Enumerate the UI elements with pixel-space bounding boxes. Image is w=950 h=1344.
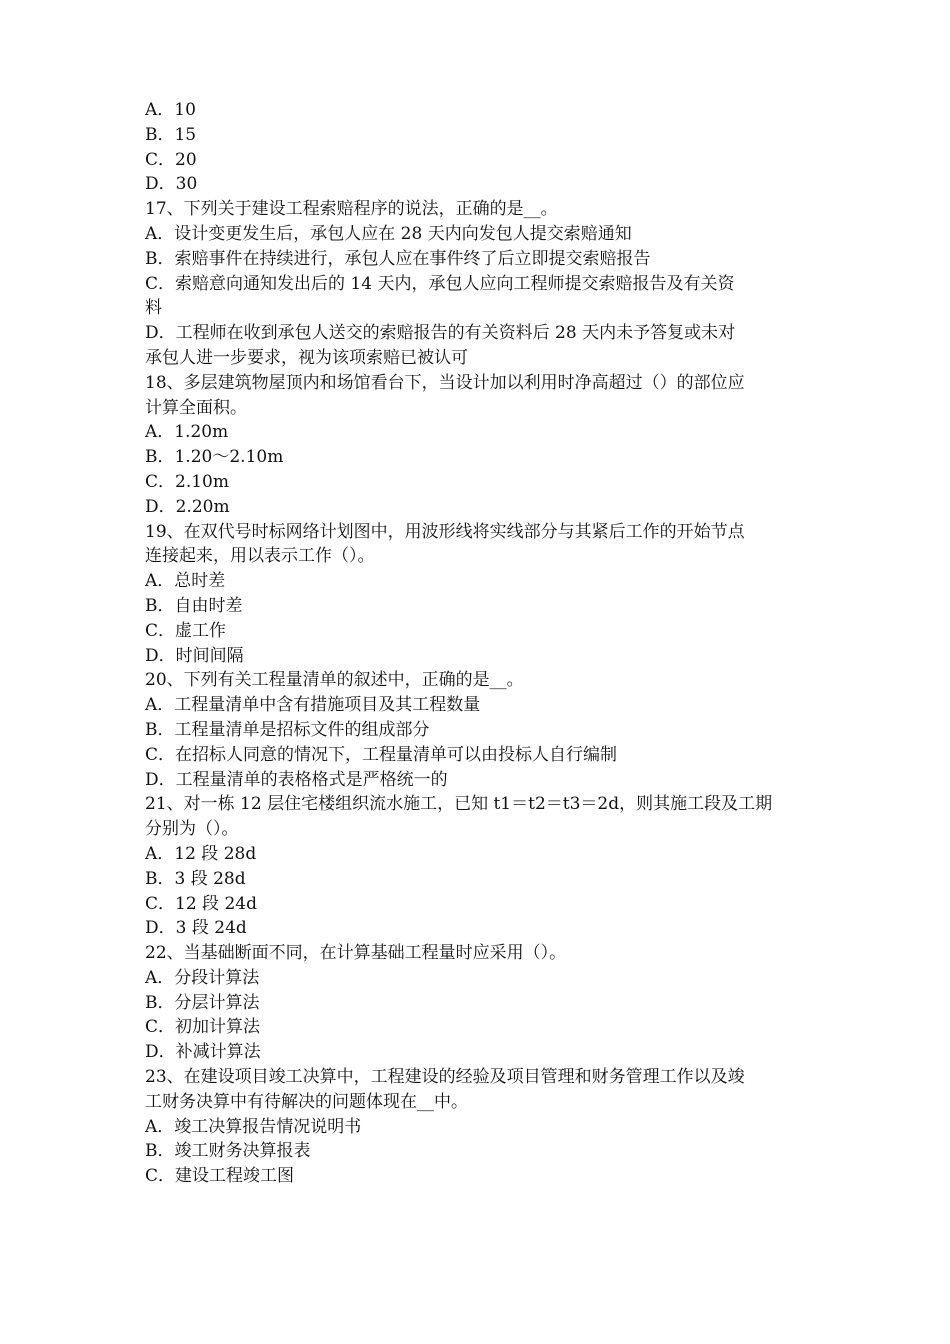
option-b: B．竣工财务决算报表 (145, 1141, 311, 1162)
question-23 (145, 1065, 820, 1189)
question-text-continued: 分别为（）。 (145, 819, 239, 840)
question-text: 17、下列关于建设工程索赔程序的说法，正确的是__。 (145, 199, 558, 220)
document-page (145, 98, 820, 1189)
option-c: C．虚工作 (145, 620, 227, 641)
option-block-16 (145, 98, 820, 197)
question-20 (145, 668, 820, 792)
option-a: A．工程量清单中含有措施项目及其工程数量 (145, 695, 481, 716)
option-d: D．补减计算法 (145, 1042, 261, 1063)
option-a: A．设计变更发生后，承包人应在 28 天内向发包人提交索赔通知 (145, 223, 632, 244)
option-c-continued: 料 (145, 298, 162, 319)
option-d: D．3 段 24d (145, 918, 247, 939)
option-c: C．索赔意向通知发出后的 14 天内，承包人应向工程师提交索赔报告及有关资 (145, 273, 735, 294)
option-c: C．2.10m (145, 471, 229, 492)
question-text-continued: 计算全面积。 (145, 397, 247, 418)
option-d: D．2.20m (145, 496, 230, 517)
question-text-continued: 连接起来，用以表示工作（）。 (145, 546, 375, 567)
option-b: B．索赔事件在持续进行，承包人应在事件终了后立即提交索赔报告 (145, 248, 651, 269)
option-a: A．12 段 28d (145, 843, 257, 864)
option-a: A．1.20m (145, 422, 229, 443)
option-b: B．1.20～2.10m (145, 447, 284, 468)
option-b: B．工程量清单是招标文件的组成部分 (145, 719, 430, 740)
question-text: 20、下列有关工程量清单的叙述中，正确的是__。 (145, 670, 524, 691)
option-a: A．10 (145, 100, 196, 120)
question-17 (145, 197, 820, 371)
option-c: C．建设工程竣工图 (145, 1166, 295, 1187)
question-text: 22、当基础断面不同，在计算基础工程量时应采用（）。 (145, 943, 567, 964)
option-c: C．在招标人同意的情况下，工程量清单可以由投标人自行编制 (145, 744, 618, 765)
question-22 (145, 941, 820, 1065)
option-b: B．15 (145, 124, 197, 145)
option-d: D．30 (145, 174, 198, 195)
option-b: B．自由时差 (145, 595, 243, 616)
option-b: B．3 段 28d (145, 868, 246, 889)
option-c: C．20 (145, 149, 197, 170)
option-a: A．竣工决算报告情况说明书 (145, 1116, 362, 1137)
option-d: D．工程师在收到承包人送交的索赔报告的有关资料后 28 天内未予答复或未对 (145, 323, 736, 344)
option-b: B．分层计算法 (145, 992, 260, 1013)
option-d: D．工程量清单的表格格式是严格统一的 (145, 769, 448, 790)
question-text: 21、对一栋 12 层住宅楼组织流水施工，已知 t1＝t2＝t3＝2d，则其施工段及工期 (145, 794, 773, 815)
question-21 (145, 792, 820, 941)
option-c: C．初加计算法 (145, 1017, 261, 1038)
option-d: D．时间间隔 (145, 645, 244, 666)
option-c: C．12 段 24d (145, 893, 257, 914)
question-text: 18、多层建筑物屋顶内和场馆看台下，当设计加以利用时净高超过（）的部位应 (145, 372, 745, 393)
option-a: A．总时差 (145, 571, 226, 592)
question-text-continued: 工财务决算中有待解决的问题体现在__中。 (145, 1091, 468, 1112)
question-18 (145, 371, 820, 520)
question-text: 23、在建设项目竣工决算中，工程建设的经验及项目管理和财务管理工作以及竣 (145, 1067, 745, 1088)
question-19 (145, 520, 820, 669)
question-text: 19、在双代号时标网络计划图中，用波形线将实线部分与其紧后工作的开始节点 (145, 521, 745, 542)
option-d-continued: 承包人进一步要求，视为该项索赔已被认可 (145, 347, 468, 368)
option-a: A．分段计算法 (145, 967, 260, 988)
